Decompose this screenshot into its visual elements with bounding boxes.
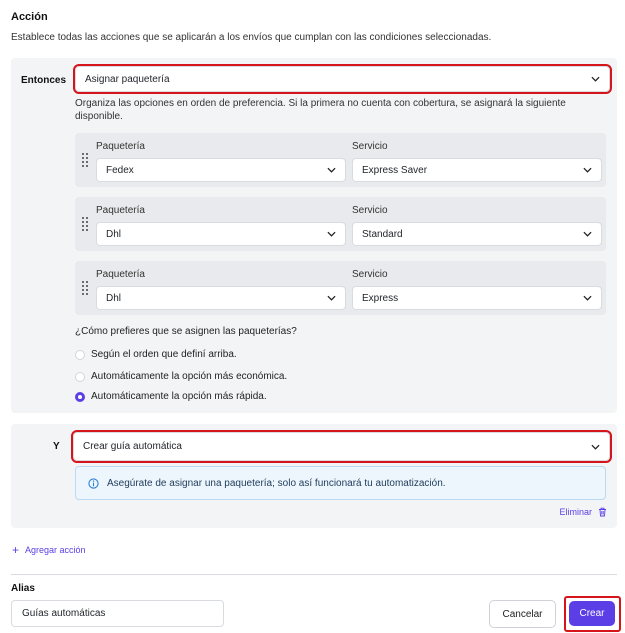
radio-by-order[interactable]: [75, 349, 237, 360]
chevron-down-icon: [591, 75, 600, 84]
service-select[interactable]: [352, 158, 602, 182]
carrier-row: [75, 197, 606, 251]
carrier-row: [75, 133, 606, 187]
create-button[interactable]: Crear: [569, 601, 615, 626]
carrier-value: Fedex: [106, 164, 134, 176]
trash-icon: [598, 507, 607, 517]
action-type-select[interactable]: [75, 66, 610, 92]
carrier-label: Paquetería: [96, 205, 145, 216]
info-alert: [75, 466, 606, 500]
action-type-value: Asignar paquetería: [85, 73, 170, 85]
service-value: Standard: [362, 228, 403, 240]
add-action-label: Agregar acción: [25, 545, 86, 555]
carrier-select[interactable]: [96, 286, 346, 310]
carrier-label: Paquetería: [96, 269, 145, 280]
radio-indicator-selected[interactable]: [75, 392, 85, 402]
chevron-down-icon: [327, 294, 336, 303]
preference-hint: Organiza las opciones en orden de preferencia. Si la primera no cuenta con cobertura, se asignará la siguiente disponible.: [75, 98, 566, 122]
assignment-question: ¿Cómo prefieres que se asignen las paqueterías?: [75, 326, 297, 337]
chevron-down-icon: [583, 166, 592, 175]
alias-label: Alias: [11, 583, 35, 594]
service-select[interactable]: [352, 286, 602, 310]
chevron-down-icon: [327, 166, 336, 175]
then-label: Entonces: [21, 75, 67, 86]
carrier-select[interactable]: [96, 222, 346, 246]
radio-indicator[interactable]: [75, 350, 85, 360]
chevron-down-icon: [583, 294, 592, 303]
carrier-label: Paquetería: [96, 141, 145, 152]
carrier-value: Dhl: [106, 292, 122, 304]
chevron-down-icon: [591, 442, 600, 451]
radio-indicator[interactable]: [75, 372, 85, 382]
info-icon: [88, 478, 99, 489]
service-label: Servicio: [352, 141, 388, 152]
chevron-down-icon: [327, 230, 336, 239]
drag-handle-icon[interactable]: [81, 280, 89, 296]
carrier-row: [75, 261, 606, 315]
radio-label: Automáticamente la opción más económica.: [91, 371, 288, 382]
carrier-select[interactable]: [96, 158, 346, 182]
section-subtitle: Establece todas las acciones que se aplicarán a los envíos que cumplan con las condiciones seleccionadas.: [11, 32, 492, 43]
divider: [11, 574, 617, 575]
drag-handle-icon[interactable]: [81, 152, 89, 168]
drag-handle-icon[interactable]: [81, 216, 89, 232]
info-text: Asegúrate de asignar una paquetería; solo así funcionará tu automatización.: [107, 477, 446, 489]
service-value: Express Saver: [362, 164, 428, 176]
alias-input[interactable]: [11, 600, 224, 627]
radio-label: Automáticamente la opción más rápida.: [91, 391, 267, 402]
radio-label: Según el orden que definí arriba.: [91, 349, 237, 360]
service-label: Servicio: [352, 205, 388, 216]
service-select[interactable]: [352, 222, 602, 246]
alias-value: Guías automáticas: [22, 608, 106, 619]
second-action-value: Crear guía automática: [83, 441, 182, 452]
service-label: Servicio: [352, 269, 388, 280]
service-value: Express: [362, 292, 399, 304]
add-action-button[interactable]: [12, 545, 86, 555]
delete-label: Eliminar: [559, 507, 592, 517]
cancel-button[interactable]: Cancelar: [489, 600, 556, 628]
chevron-down-icon: [583, 230, 592, 239]
radio-fastest[interactable]: [75, 391, 267, 402]
section-title: Acción: [11, 11, 48, 23]
second-action-select[interactable]: [73, 432, 610, 461]
create-button-highlight: [564, 596, 621, 632]
plus-icon: +: [12, 543, 20, 557]
and-label: Y: [53, 441, 60, 452]
delete-action-button[interactable]: [559, 507, 607, 517]
carrier-value: Dhl: [106, 228, 122, 240]
radio-cheapest[interactable]: [75, 371, 287, 382]
